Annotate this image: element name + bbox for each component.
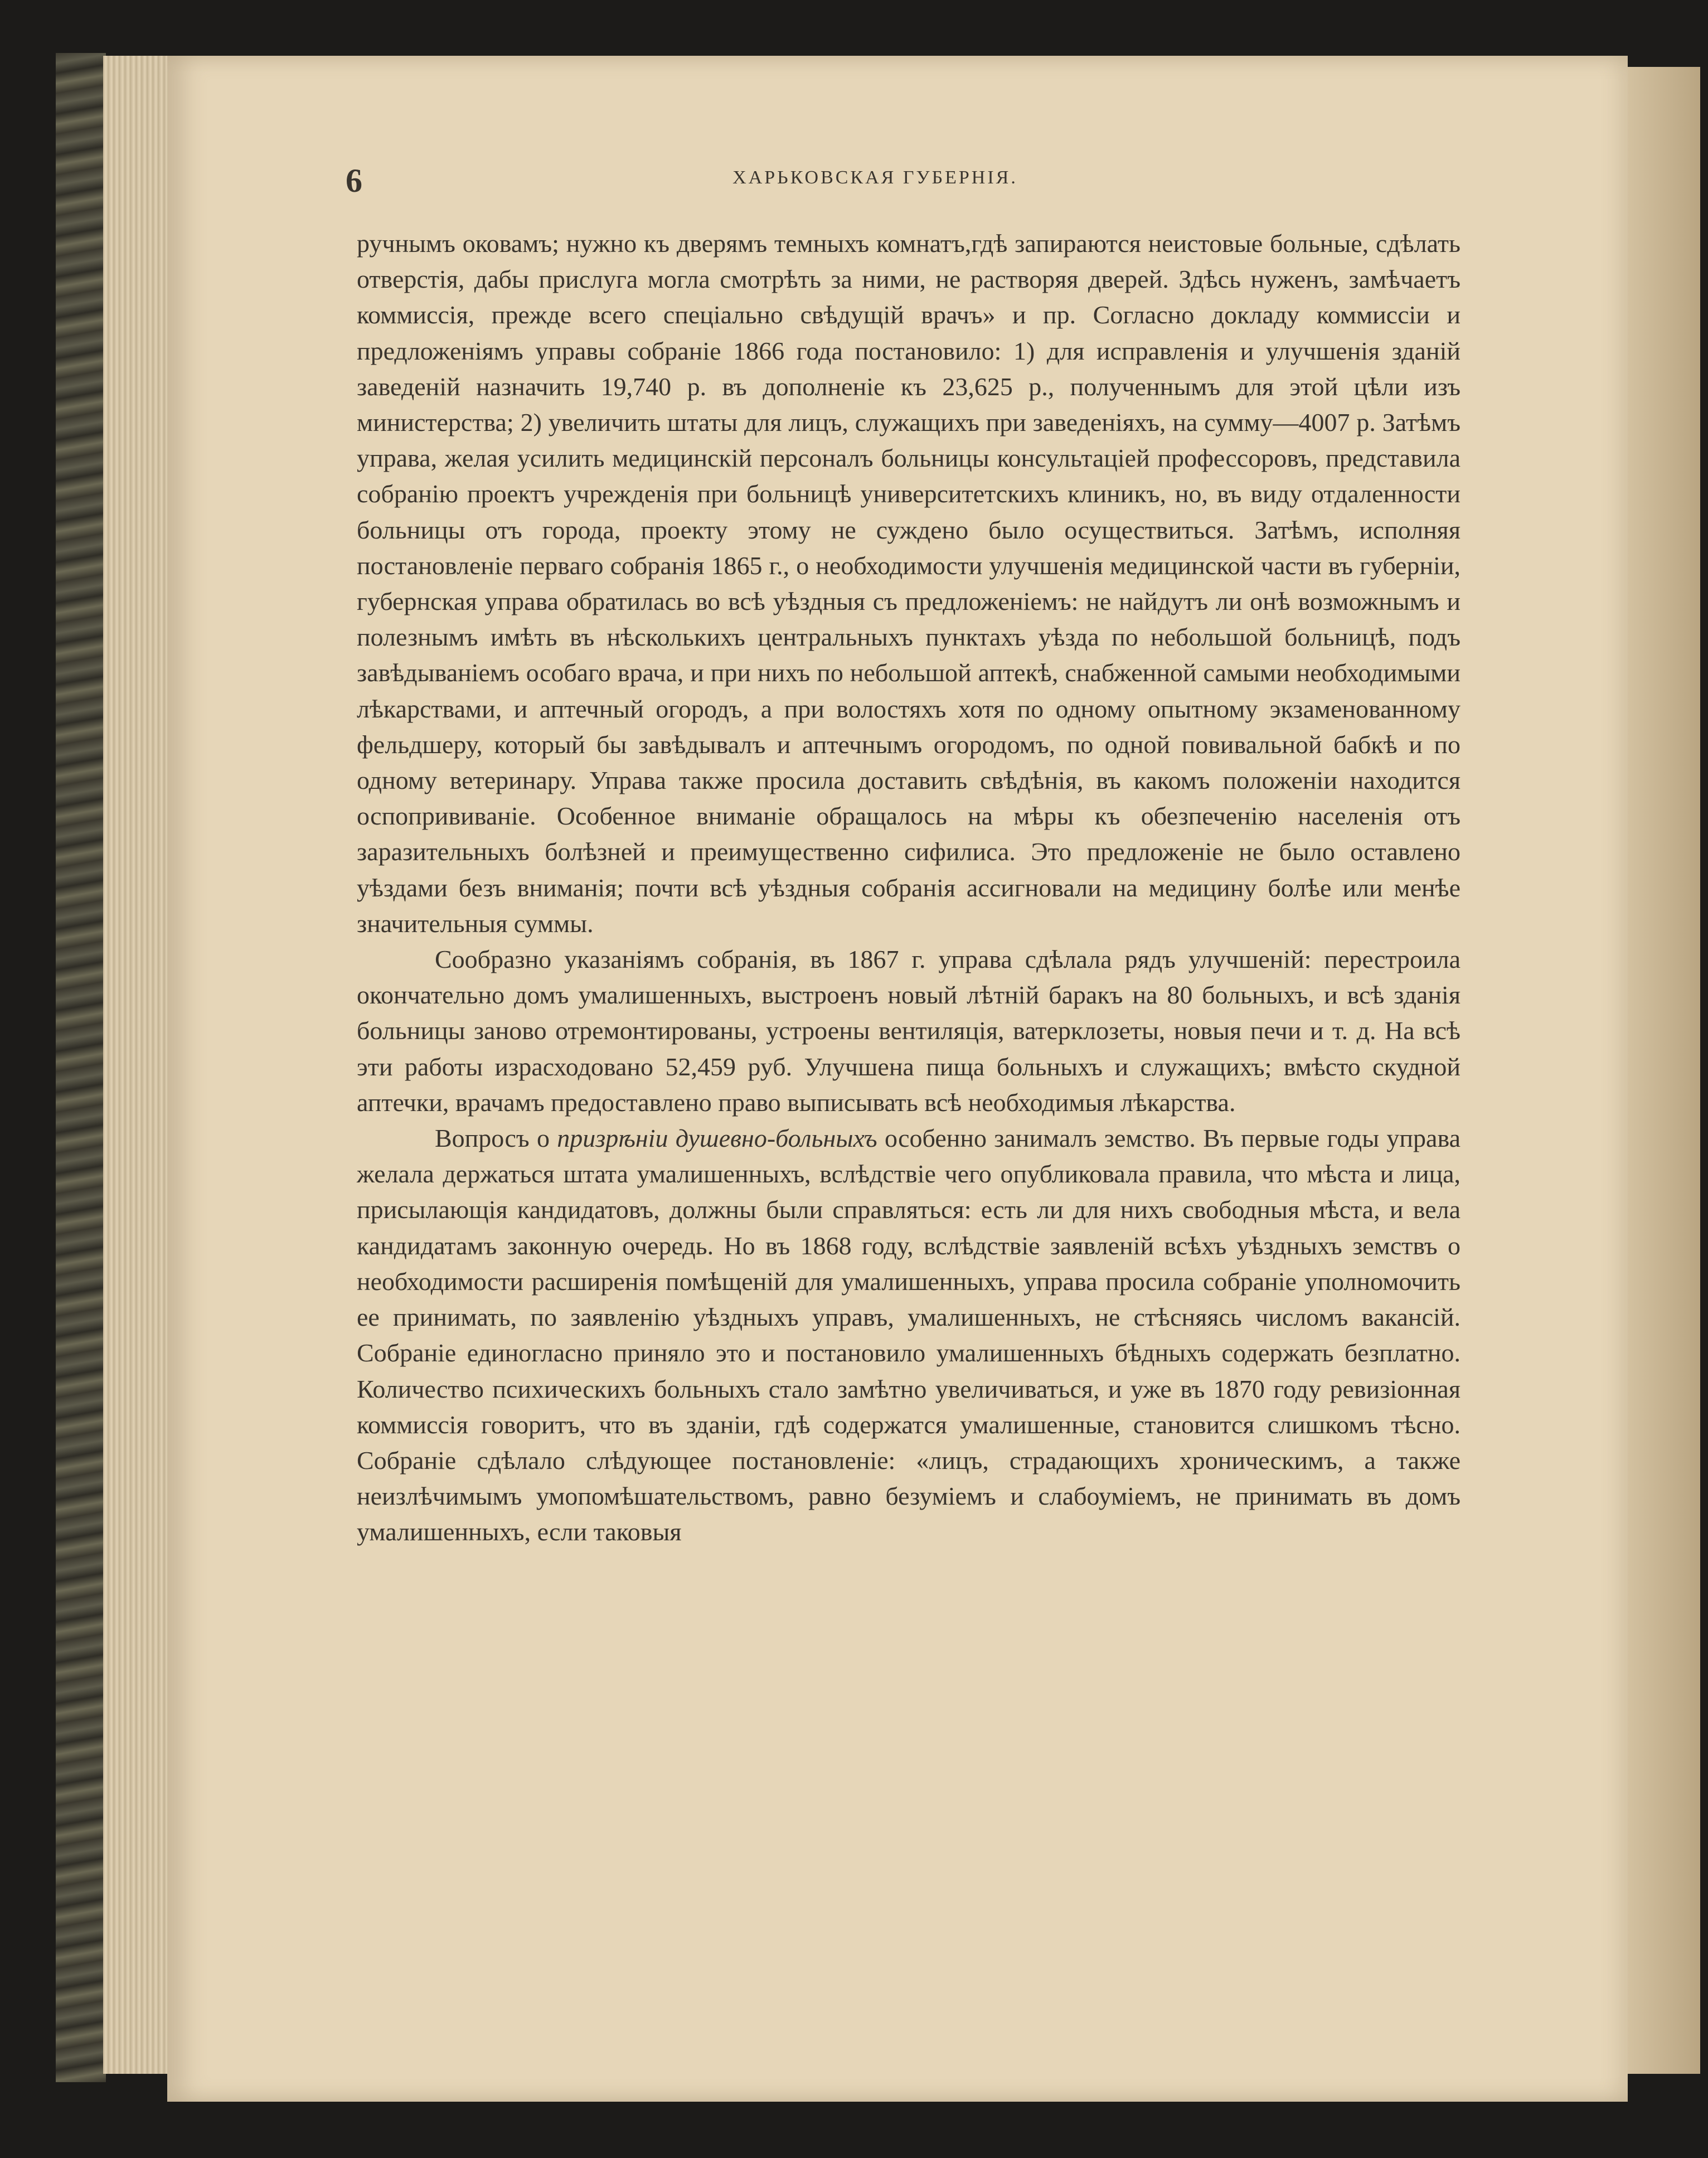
paragraph-2: Сообразно указаніямъ собранія, въ 1867 г. управа сдѣлала рядъ улучшеній: перестроила окончательно домъ умалишенныхъ, выстроенъ новый лѣтній баракъ на 80 больныхъ, и всѣ зданія больницы заново отремонтированы, устроены вентиляція, ватерклозеты, новыя печи и т. д. На всѣ эти работы израсходовано 52,459 руб. Улучшена пища больныхъ и служащихъ; вмѣсто скудной аптечки, врачамъ предоставлено право выписывать всѣ необходимыя лѣкарства. xyxy=(357,945,1460,1117)
paragraph-3 xyxy=(357,1121,1460,1550)
page-number: 6 xyxy=(346,162,362,199)
paragraph-3-rest: особенно занималъ земство. Въ первые годы управа желала держаться штата умалишенныхъ, вслѣдствіе чего опубликовала правила, что мѣста и лица, присылающія кандидатовъ, должны были справляться: есть ли для нихъ свободныя мѣста, и вела кандидатамъ законную очередь. Но въ 1868 году, вслѣдствіе заявленій всѣхъ уѣздныхъ земствъ о необходимости расширенія помѣщеній для умалишенныхъ, управа просила собраніе уполномочить ее принимать, по заявленію уѣздныхъ управъ, умалишенныхъ, не стѣсняясь числомъ вакансій. Собраніе единогласно приняло это и постановило умалишенныхъ бѣдныхъ содержать безплатно. Количество психическихъ больныхъ стало замѣтно увеличиваться, и уже въ 1870 году ревизіонная коммиссія говоритъ, что въ зданіи, гдѣ содержатся умалишенные, становится слишкомъ тѣсно. Собраніе сдѣлало слѣдующее постановленіе: «лицъ, страдающихъ хроническимъ, а также неизлѣчимымъ умопомѣшательствомъ, равно безуміемъ и слабоуміемъ, не принимать въ домъ умалишенныхъ, если таковыя xyxy=(357,1124,1460,1546)
next-page-edge xyxy=(1628,67,1700,2074)
paragraph-1: ручнымъ оковамъ; нужно къ дверямъ темныхъ комнатъ,гдѣ запираются неистовые больные, сдѣлать отверстія, дабы прислуга могла смотрѣть за ними, не растворяя дверей. Здѣсь нуженъ, замѣчаетъ коммиссія, прежде всего спеціально свѣдущій врачъ» и пр. Согласно докладу коммиссіи и предложеніямъ управы собраніе 1866 года постановило: 1) для исправленія и улучшенія зданій заведеній назначить 19,740 р. въ дополненіе къ 23,625 р., полученнымъ для этой цѣли изъ министерства; 2) увеличить штаты для лицъ, служащихъ при заведеніяхъ, на сумму—4007 р. Затѣмъ управа, желая усилить медицинскій персоналъ больницы консультаціей профессоровъ, представила собранію проектъ учрежденія при больницѣ университетскихъ клиникъ, но, въ виду отдаленности больницы отъ города, проекту этому не суждено было осуществиться. Затѣмъ, исполняя постановленіе перваго собранія 1865 г., о необходимости улучшенія медицинской части въ губерніи, губернская управа обратилась во всѣ уѣздныя съ предложеніемъ: не найдутъ ли онѣ возможнымъ и полезнымъ имѣть въ нѣсколькихъ центральныхъ пунктахъ уѣзда по небольшой больницѣ, подъ завѣдываніемъ особаго врача, и при нихъ по небольшой аптекѣ, снабженной самыми необходимыми лѣкарствами, и аптечный огородъ, а при волостяхъ хотя по одному опытному экзаменованному фельдшеру, который бы завѣдывалъ и аптечнымъ огородомъ, по одной повивальной бабкѣ и по одному ветеринару. Управа также просила доставить свѣдѣнія, въ какомъ положеніи находится оспопрививаніе. Особенное вниманіе обращалось на мѣры къ обезпеченію населенія отъ заразительныхъ болѣзней и преимущественно сифилиса. Это предложеніе не было оставлено уѣздами безъ вниманія; почти всѣ уѣздныя собранія ассигновали на медицину болѣе или менѣе значительныя суммы. xyxy=(357,229,1460,938)
body-text xyxy=(357,226,1460,1550)
book-spine xyxy=(56,53,106,2082)
running-title: ХАРЬКОВСКАЯ ГУБЕРНІЯ. xyxy=(732,167,1018,188)
paragraph-3-start: Вопросъ о xyxy=(435,1124,557,1153)
paragraph-3-italic-term: призрѣніи душевно-больныхъ xyxy=(557,1124,877,1153)
